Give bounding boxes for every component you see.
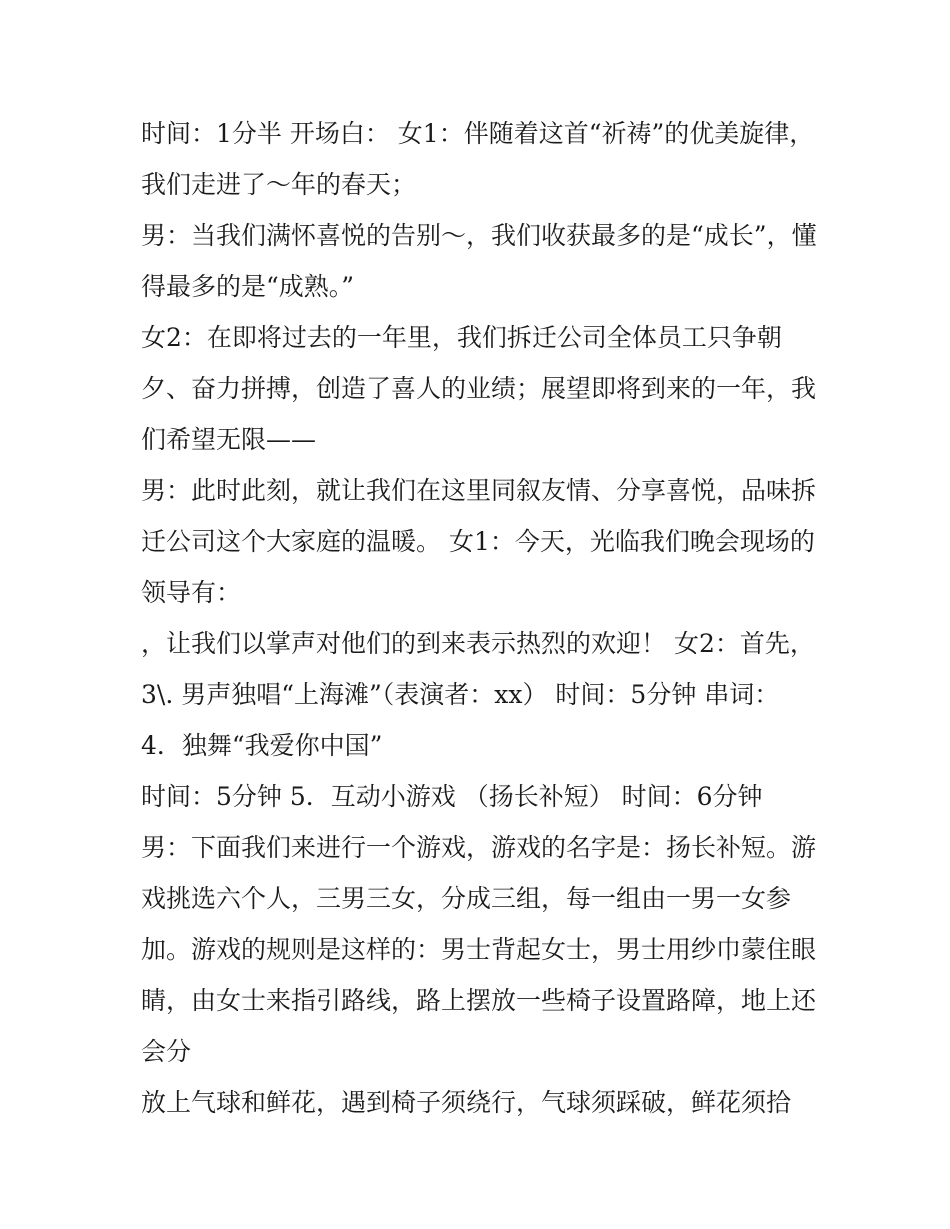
text-line: 时间：1分半 开场白： 女1：伴随着这首“祈祷”的优美旋律，: [141, 119, 815, 148]
text-line: 们希望无限——: [141, 425, 317, 454]
text-line: 3\. 男声独唱“上海滩”（表演者：xx） 时间：5分钟 串词：: [141, 680, 780, 709]
text-line: 得最多的是“成熟。”: [141, 272, 355, 301]
text-line: 夕、奋力拼搏，创造了喜人的业绩；展望即将到来的一年，我: [141, 374, 817, 403]
text-line: 我们走进了～年的春天；: [141, 170, 417, 199]
document-body: [141, 108, 821, 1128]
text-line: 会分: [141, 1037, 192, 1066]
text-line: 男：当我们满怀喜悦的告别～，我们收获最多的是“成长”，懂: [141, 221, 817, 250]
text-line: 放上气球和鲜花，遇到椅子须绕行，气球须踩破，鲜花须拾: [141, 1088, 792, 1117]
text-line: 男：下面我们来进行一个游戏，游戏的名字是：扬长补短。游: [141, 833, 817, 862]
text-line: 4．独舞“我爱你中国”: [141, 731, 383, 760]
text-line: ，让我们以掌声对他们的到来表示热烈的欢迎！ 女2：首先，: [141, 629, 815, 658]
text-line: 领导有：: [141, 578, 242, 607]
text-line: 女2：在即将过去的一年里，我们拆迁公司全体员工只争朝: [141, 323, 782, 352]
text-line: 加。游戏的规则是这样的：男士背起女士，男士用纱巾蒙住眼: [141, 935, 817, 964]
text-line: 睛，由女士来指引路线，路上摆放一些椅子设置路障，地上还: [141, 986, 817, 1015]
text-line: 戏挑选六个人，三男三女，分成三组，每一组由一男一女参: [141, 884, 792, 913]
text-line: 迁公司这个大家庭的温暖。 女1：今天，光临我们晚会现场的: [141, 527, 815, 556]
text-line: 时间：5分钟 5．互动小游戏 （扬长补短） 时间：6分钟: [141, 782, 763, 811]
text-line: 男：此时此刻，就让我们在这里同叙友情、分享喜悦，品味拆: [141, 476, 817, 505]
